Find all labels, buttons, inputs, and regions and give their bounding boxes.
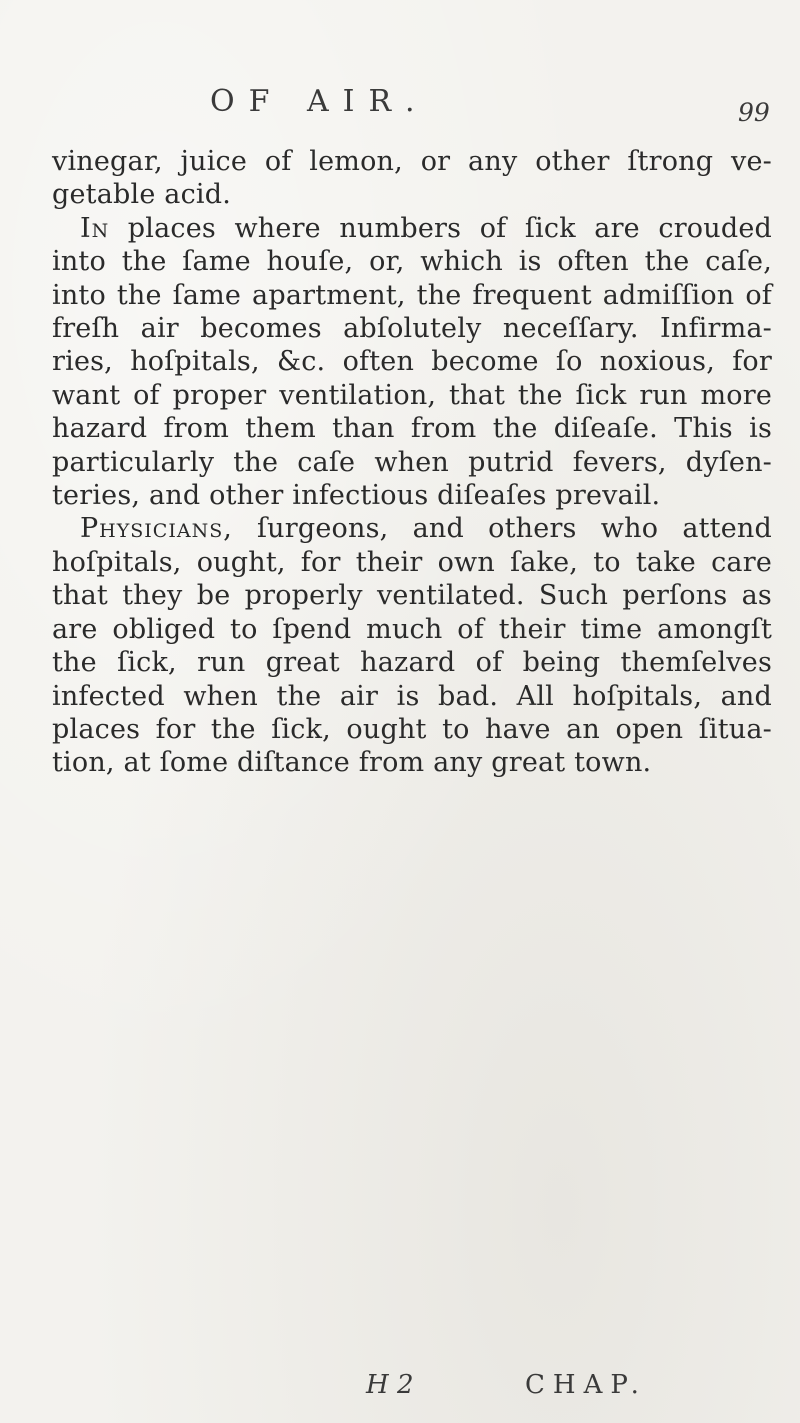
catchword: CHAP. bbox=[525, 1370, 647, 1400]
text-line: the ſick, run great hazard of being themſelves bbox=[52, 647, 772, 679]
page-number: 99 bbox=[738, 98, 770, 127]
text-line: freſh air becomes abſolutely neceſſary. Infirma- bbox=[52, 313, 772, 345]
text-line-rest: ſurgeons, and others who attend bbox=[232, 513, 772, 545]
text-line: hazard from them than from the diſeaſe. This is bbox=[52, 413, 772, 445]
paragraph-2 bbox=[52, 212, 772, 513]
text-line: ries, hoſpitals, &c. often become ſo noxious, for bbox=[52, 346, 772, 378]
paragraph-lead: In bbox=[80, 212, 110, 244]
text-line: teries, and other infectious diſeaſes prevail. bbox=[52, 480, 661, 512]
paragraph-1 bbox=[52, 145, 772, 212]
text-line: places for the ſick, ought to have an open ſitua- bbox=[52, 713, 772, 745]
paragraph-3 bbox=[52, 512, 772, 779]
running-title: OF AIR. bbox=[210, 84, 429, 119]
text-line: into the ſame houſe, or, which is often the caſe, bbox=[52, 246, 772, 278]
text-line-with-lead bbox=[52, 512, 772, 545]
text-line: want of proper ventilation, that the ſick run more bbox=[52, 379, 772, 411]
paragraph-lead: Physicians, bbox=[80, 513, 233, 545]
text-line: tion, at ſome diſtance from any great town. bbox=[52, 747, 652, 779]
signature-mark: H 2 bbox=[366, 1370, 414, 1400]
text-line: that they be properly ventilated. Such perſons as bbox=[52, 580, 772, 612]
text-line: particularly the caſe when putrid fevers, dyſen- bbox=[52, 446, 772, 478]
text-line-rest: places where numbers of ſick are crouded bbox=[109, 212, 772, 244]
text-line: getable acid. bbox=[52, 179, 232, 211]
text-line-with-lead bbox=[52, 212, 772, 245]
text-line: vinegar, juice of lemon, or any other ſtrong ve- bbox=[52, 146, 772, 177]
page-footer bbox=[0, 1370, 800, 1410]
text-line: are obliged to ſpend much of their time amongſt bbox=[52, 613, 772, 645]
body-text bbox=[52, 145, 772, 780]
text-line: hoſpitals, ought, for their own ſake, to take care bbox=[52, 546, 772, 578]
text-line: infected when the air is bad. All hoſpitals, and bbox=[52, 680, 772, 712]
text-line: into the ſame apartment, the frequent admiſſion of bbox=[52, 279, 772, 311]
